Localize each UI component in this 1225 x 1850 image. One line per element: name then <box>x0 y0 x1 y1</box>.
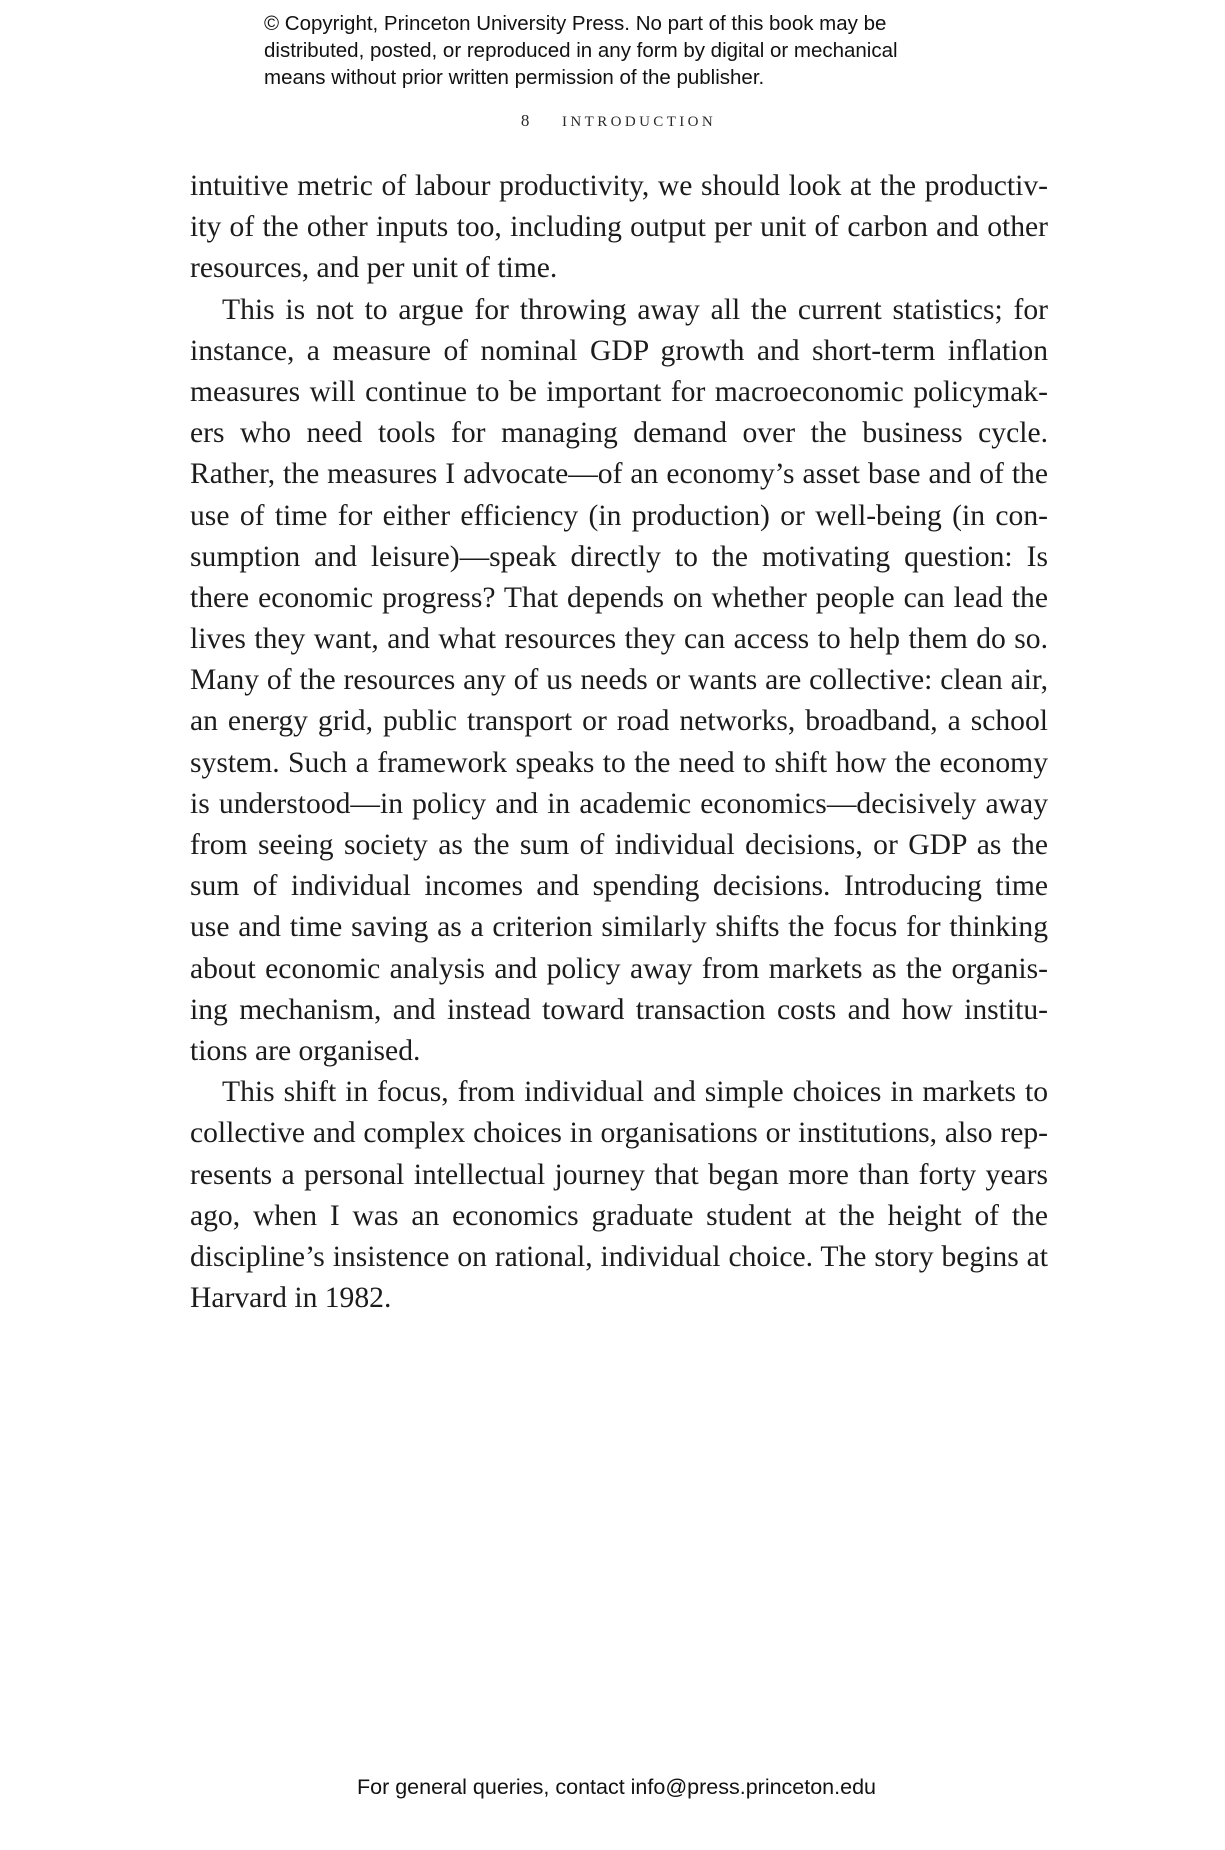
text-line: sumption and leisure)—speak directly to the motivating question: Is <box>190 540 1048 573</box>
text-line: use of time for either efficiency (in production) or well-being (in con- <box>190 499 1048 532</box>
text-line: about economic analysis and policy away from markets as the organis- <box>190 952 1048 985</box>
text-line: measures will continue to be important for macroeconomic policymak- <box>190 375 1048 408</box>
text-line: tions are organised. <box>190 1034 421 1067</box>
text-line: instance, a measure of nominal GDP growth and short-term inflation <box>190 334 1048 367</box>
text-line: Rather, the measures I advocate—of an economy’s asset base and of the <box>190 458 1048 491</box>
text-line: ers who need tools for managing demand over the business cycle. <box>190 417 1048 450</box>
text-line: resources, and per unit of time. <box>190 252 558 285</box>
text-line: use and time saving as a criterion similarly shifts the focus for thinking <box>190 911 1048 944</box>
text-line: lives they want, and what resources they can access to help them do so. <box>190 623 1048 656</box>
text-line: resents a personal intellectual journey that began more than forty years <box>190 1158 1048 1191</box>
text-line: ity of the other inputs too, including output per unit of carbon and other <box>190 211 1048 244</box>
text-line: system. Such a framework speaks to the need to shift how the economy <box>190 746 1048 779</box>
copyright-notice <box>264 10 984 91</box>
copyright-line: means without prior written permission of the publisher. <box>264 66 765 89</box>
text-line: ago, when I was an economics graduate student at the height of the <box>190 1199 1048 1232</box>
text-line: discipline’s insistence on rational, individual choice. The story begins at <box>190 1240 1048 1273</box>
text-line: an energy grid, public transport or road networks, broadband, a school <box>190 705 1048 738</box>
copyright-line: distributed, posted, or reproduced in any form by digital or mechanical <box>264 39 898 62</box>
text-line: there economic progress? That depends on whether people can lead the <box>190 581 1048 614</box>
text-line: This is not to argue for throwing away all the current statistics; for <box>222 293 1048 326</box>
copyright-line: © Copyright, Princeton University Press. No part of this book may be <box>264 12 887 35</box>
text-line: from seeing society as the sum of individual decisions, or GDP as the <box>190 829 1048 861</box>
body-text <box>190 166 1048 1319</box>
section-title: INTRODUCTION <box>562 114 717 130</box>
text-line: This shift in focus, from individual and simple choices in markets to <box>222 1076 1048 1109</box>
text-line: Harvard in 1982. <box>190 1282 392 1315</box>
footer-contact: For general queries, contact info@press.princeton.edu <box>356 1775 876 1799</box>
text-line: Many of the resources any of us needs or wants are collective: clean air, <box>190 664 1048 697</box>
text-line: is understood—in policy and in academic economics—decisively away <box>190 787 1048 820</box>
text-line: intuitive metric of labour productivity, we should look at the productiv- <box>190 170 1048 202</box>
text-line: collective and complex choices in organisations or institutions, also rep- <box>190 1117 1048 1150</box>
page-number: 8 <box>520 111 533 130</box>
running-head <box>0 111 1225 131</box>
text-line: sum of individual incomes and spending decisions. Introducing time <box>190 870 1048 903</box>
text-line: ing mechanism, and instead toward transaction costs and how institu- <box>190 993 1048 1026</box>
